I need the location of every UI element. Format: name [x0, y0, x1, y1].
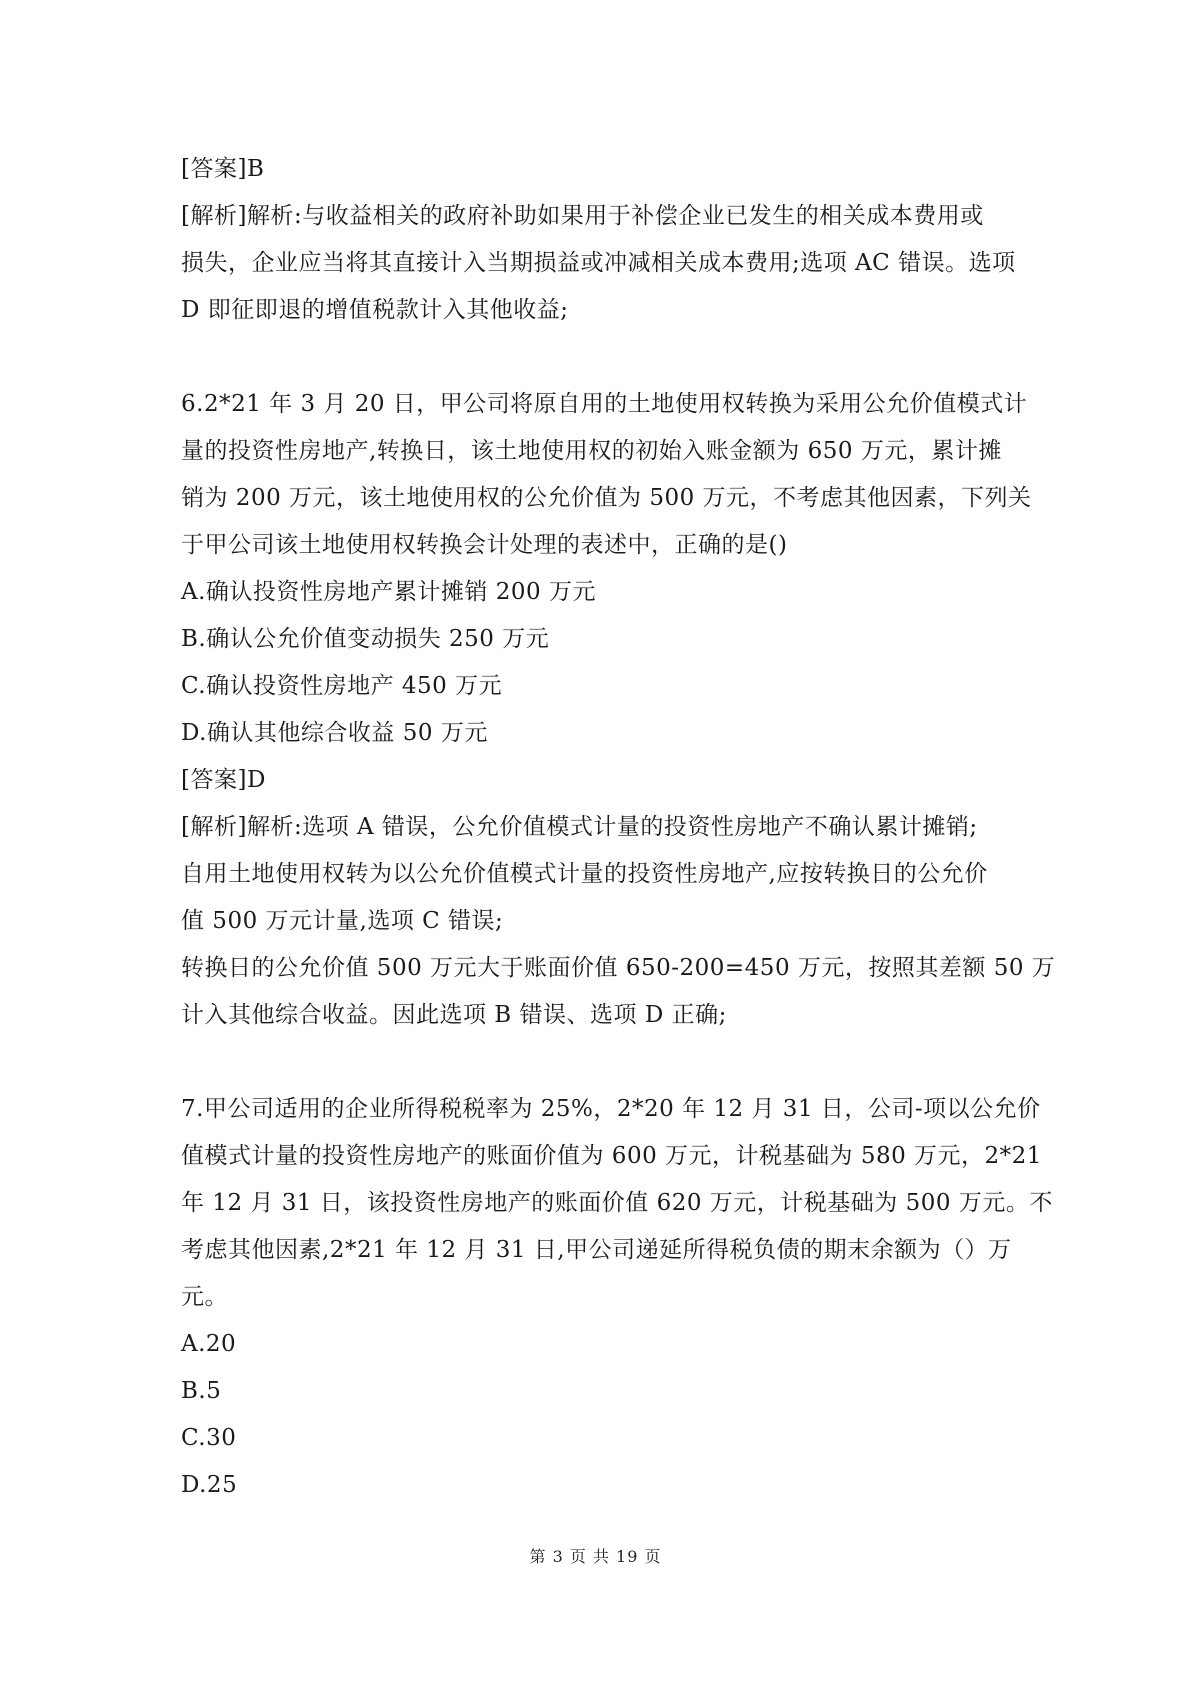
answer-line: [答案]B — [181, 156, 265, 182]
option-a: A.确认投资性房地产累计摊销 200 万元 — [181, 579, 596, 605]
analysis-line: 值 500 万元计量,选项 C 错误; — [181, 908, 504, 934]
analysis-line: [解析]解析:选项 A 错误，公允价值模式计量的投资性房地产不确认累计摊销; — [181, 814, 978, 840]
question-stem-line: 销为 200 万元，该土地使用权的公允价值为 500 万元，不考虑其他因素，下列关 — [181, 485, 1032, 511]
page-content — [181, 146, 1056, 1509]
paragraph-gap — [181, 1039, 1021, 1086]
analysis-line: 自用土地使用权转为以公允价值模式计量的投资性房地产,应按转换日的公允价 — [181, 861, 988, 887]
option-c: C.确认投资性房地产 450 万元 — [181, 673, 503, 699]
option-d: D.确认其他综合收益 50 万元 — [181, 720, 488, 746]
analysis-line: 转换日的公允价值 500 万元大于账面价值 650-200=450 万元，按照其差额 50 万 — [181, 955, 1056, 981]
option-d: D.25 — [181, 1472, 238, 1498]
question-stem-line: 考虑其他因素,2*21 年 12 月 31 日,甲公司递延所得税负债的期末余额为（）万 — [181, 1237, 1012, 1263]
option-a: A.20 — [181, 1331, 237, 1357]
option-b: B.5 — [181, 1378, 222, 1404]
analysis-line: 损失，企业应当将其直接计入当期损益或冲减相关成本费用;选项 AC 错误。选项 — [181, 250, 1016, 276]
option-c: C.30 — [181, 1425, 237, 1451]
question-stem-line: 元。 — [181, 1284, 228, 1310]
question-stem-line: 值模式计量的投资性房地产的账面价值为 600 万元，计税基础为 580 万元，2*21 — [181, 1143, 1042, 1169]
question-stem-line: 于甲公司该土地使用权转换会计处理的表述中，正确的是() — [181, 532, 788, 558]
question-stem-line: 7.甲公司适用的企业所得税税率为 25%，2*20 年 12 月 31 日，公司-项以公允价 — [181, 1096, 1041, 1122]
question-stem-line: 量的投资性房地产,转换日，该土地使用权的初始入账金额为 650 万元，累计摊 — [181, 438, 1002, 464]
page-number-footer: 第 3 页 共 19 页 — [529, 1547, 662, 1566]
answer-line: [答案]D — [181, 767, 266, 793]
question-stem-line: 6.2*21 年 3 月 20 日，甲公司将原自用的土地使用权转换为采用公允价值模式计 — [181, 391, 1028, 417]
option-b: B.确认公允价值变动损失 250 万元 — [181, 626, 550, 652]
paragraph-gap — [181, 334, 1021, 381]
analysis-line: [解析]解析:与收益相关的政府补助如果用于补偿企业已发生的相关成本费用或 — [181, 203, 984, 229]
analysis-line: D 即征即退的增值税款计入其他收益; — [181, 297, 569, 323]
analysis-line: 计入其他综合收益。因此选项 B 错误、选项 D 正确; — [181, 1002, 727, 1028]
question-stem-line: 年 12 月 31 日，该投资性房地产的账面价值 620 万元，计税基础为 500 万元。不 — [181, 1190, 1053, 1216]
